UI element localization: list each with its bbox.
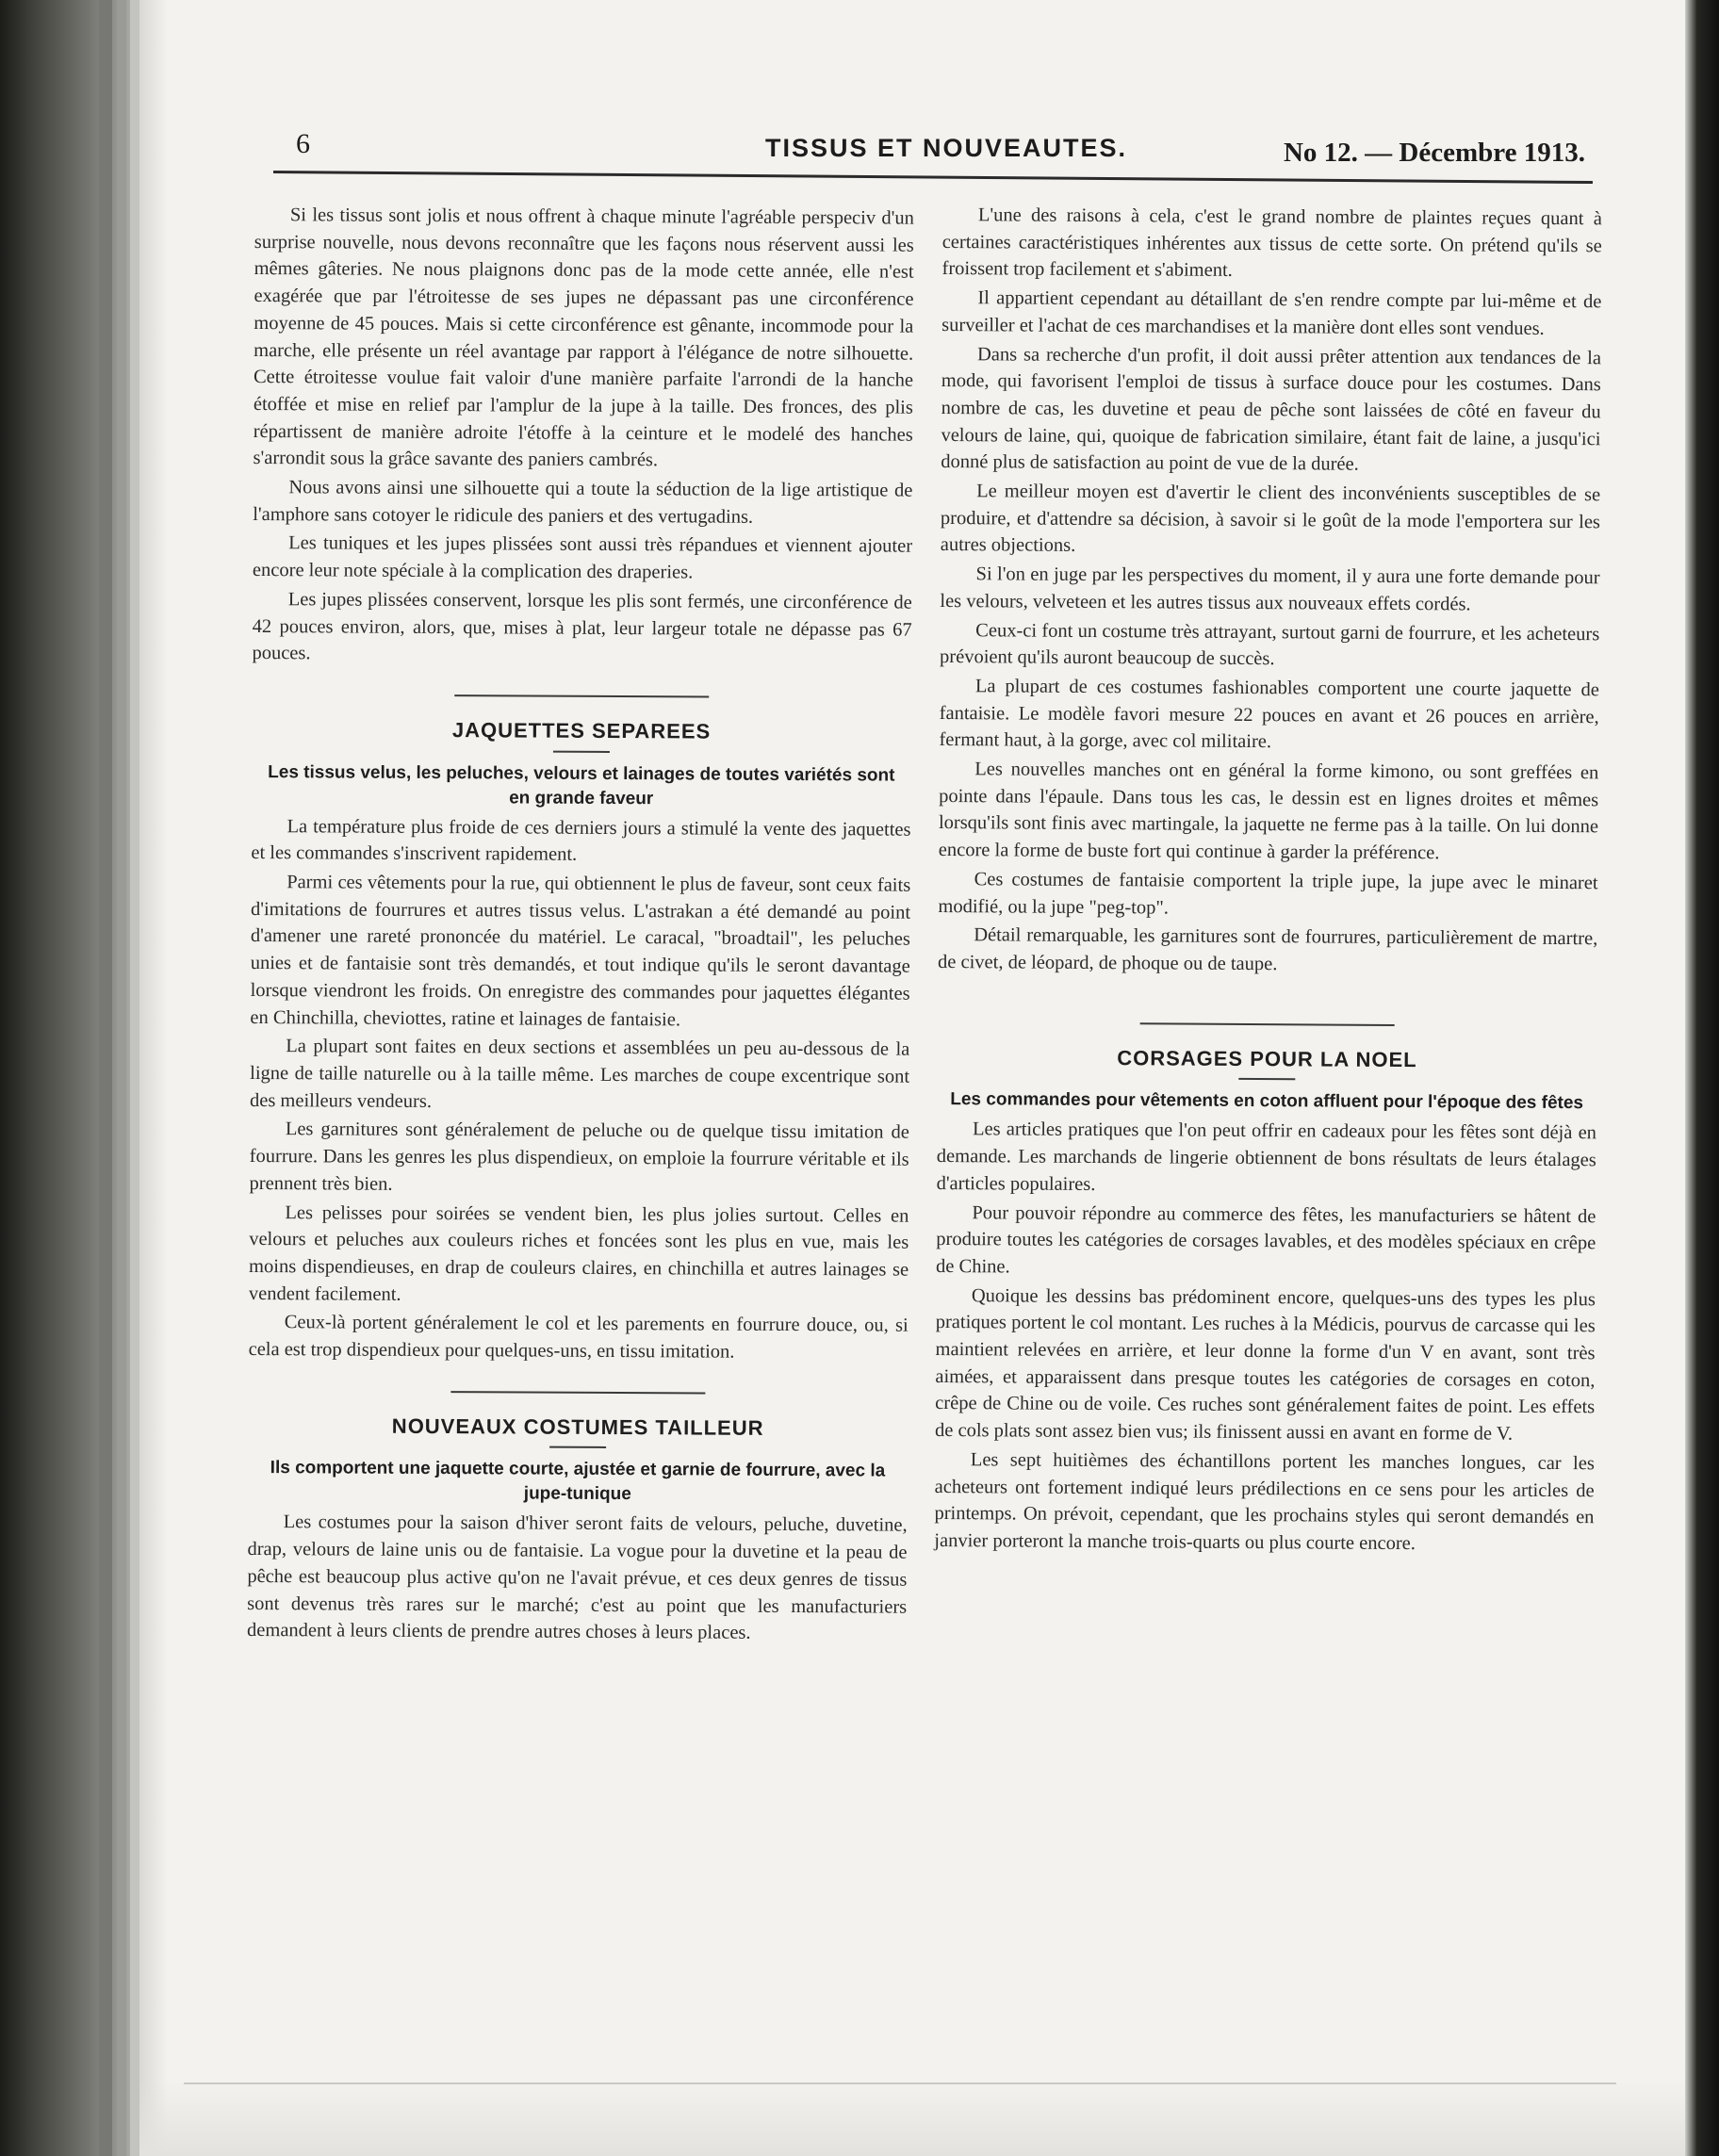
paragraph: Les tuniques et les jupes plissées sont aussi très répandues et viennent ajouter encore leur note spéciale à la complication des draperies.: [252, 532, 913, 583]
paragraph: Si les tissus sont jolis et nous offrent à chaque minute l'agréable perspeciv d'un surprise nouvelle, nous devons reconnaître que les façons nous réservent aussi les mêmes gâteries. Ne nous plaignons donc pas de la mode cette année, elle n'est exagérée que par l'étroitesse de ses jupes ne dépassant pas une circonférence moyenne de 45 pouces. Mais si cette circonférence est gênante, incommode pour la marche, elle présente un réel avantage par rapport à l'élégance de notre silhouette. Cette étroitesse voulue fait valoir d'une manière parfaite l'arrondi de la hanche étoffée et mise en relief par l'amplur de la jupe à la taille. Des fronces, des plis répartissent de manière adroite l'étoffe à la ceinture et le modelé des hanches s'arrondit sous la grâce savante des paniers cambrés.: [253, 204, 914, 471]
paragraph: Ceux-là portent généralement le col et les parements en fourrure douce, ou, si cela est trop dispendieux pour quelques-uns, en tissu imitation.: [248, 1312, 909, 1363]
right-column: [934, 202, 1602, 1560]
page-edge: [117, 0, 126, 2156]
section-title: JAQUETTES SEPAREES: [451, 718, 712, 743]
paragraph: Parmi ces vêtements pour la rue, qui obtiennent le plus de faveur, sont ceux faits d'imitations de fourrures et autres tissus velus. L'astrakan a été demandé au point d'amener une rareté prononcée du matériel. Le caracal, "broadtail", les peluches unies et de fantaisie sont très demandés, et tout indique qu'ils le seront davantage lorsque viendront les froids. On enregistre des commandes pour jaquettes élégantes en Chinchilla, cheviottes, ratine et lainages de fantaisie.: [250, 872, 911, 1030]
footer-rule: [184, 2082, 1616, 2084]
paragraph: Quoique les dessins bas prédominent encore, quelques-uns des types les plus pratiques portent le col montant. Les ruches à la Médicis, pourvus de carcasse qui les maintient relevées en arrière, et leur donne la forme d'un V en avant, sont très aimées, et apparaissent dans presque toutes les catégories de corsages en coton, crêpe de Chine ou de voile. Ces ruches sont généralement faites de point. Les effets de cols plats sont assez bien vus; ils finissent aussi en avant en forme de V.: [934, 1284, 1596, 1445]
section-divider: [454, 694, 709, 697]
section-subtitle: Les tissus velus, les peluches, velours et lainages de toutes variétés sont en grande faveur: [268, 761, 895, 808]
section-title: NOUVEAUX COSTUMES TAILLEUR: [391, 1413, 764, 1440]
title-underline: [549, 1446, 606, 1448]
paragraph: Les nouvelles manches ont en général la forme kimono, ou sont greffées en pointe dans l'épaule. Dans tous les cas, le dessin est en lignes droites et mêmes lorsqu'ils sont finis avec martingale, la jaquette ne ferme pas à la taille. On lui donne encore la forme de buste fort qui continue à garder la préférence.: [938, 759, 1599, 864]
paragraph: Les sept huitièmes des échantillons portent les manches longues, car les acheteurs ont fortement indiqué leurs prédilections en ce sens pour les articles de printemps. On prévoit, cependant, que les prochains styles qui seront demandés en janvier porteront la manche trois-quarts ou plus courte encore.: [934, 1449, 1595, 1555]
section-subtitle: Les commandes pour vêtements en coton affluent pour l'époque des fêtes: [950, 1089, 1584, 1114]
left-column: [247, 202, 914, 1650]
paragraph: Nous avons ainsi une silhouette qui a toute la séduction de la lige artistique de l'amphore sans cotoyer le ridicule des paniers et des vertugadins.: [253, 477, 913, 528]
paragraph: La plupart de ces costumes fashionables comportent une courte jaquette de fantaisie. Le modèle favori mesure 22 pouces en avant et 26 pouces en arrière, fermant haut, à la gorge, avec col militaire.: [939, 676, 1599, 753]
paragraph: Pour pouvoir répondre au commerce des fêtes, les manufacturiers se hâtent de produire toutes les catégories de corsages lavables, et des modèles spéciaux en crêpe de Chine.: [936, 1201, 1596, 1278]
page-number: 6: [296, 128, 310, 159]
paragraph: Détail remarquable, les garnitures sont de fourrures, particulièrement de martre, de civet, de léopard, de phoque ou de taupe.: [938, 924, 1598, 975]
title-underline: [1238, 1078, 1295, 1080]
page-edge: [99, 0, 112, 2156]
binding-edge: [1685, 0, 1719, 2156]
journal-title: TISSUS ET NOUVEAUTES.: [765, 134, 1128, 162]
paragraph: Il appartient cependant au détaillant de s'en rendre compte par lui-même et de surveiller et l'achat de ces marchandises et la manière dont elles sont vendues.: [941, 287, 1602, 339]
paragraph: La température plus froide de ces derniers jours a stimulé la vente des jaquettes et les commandes s'inscrivent rapidement.: [251, 815, 911, 866]
section-divider: [450, 1391, 705, 1394]
paragraph: Les costumes pour la saison d'hiver seront faits de velours, peluche, duvetine, drap, velours de laine unis ou de fantaisie. La vogue pour la duvetine et la peau de pêche est beaucoup plus active qu'on ne l'avait prévue, et ces deux genres de tissus sont devenus très rares sur le marché; c'est au point que les manufacturiers demandent à leurs clients de prendre autres choses à leurs places.: [247, 1511, 908, 1644]
paragraph: Le meilleur moyen est d'avertir le client des inconvénients susceptibles de se produire, et d'attendre sa décision, à savoir si le goût de la mode l'emportera sur les autres objections.: [940, 481, 1601, 557]
paragraph: Si l'on en juge par les perspectives du moment, il y aura une forte demande pour les velours, velveteen et les autres tissus aux nouveaux effets cordés.: [940, 564, 1600, 615]
section-divider: [1140, 1022, 1395, 1026]
paragraph: Ces costumes de fantaisie comportent la triple jupe, la jupe avec le minaret modifié, ou la jupe "peg-top".: [938, 869, 1598, 919]
paragraph: Ceux-ci font un costume très attrayant, surtout garni de fourrure, et les acheteurs prévoient qu'ils auront beaucoup de succès.: [939, 619, 1600, 670]
section-title: CORSAGES POUR LA NOEL: [1117, 1045, 1417, 1071]
section-subtitle: Ils comportent une jaquette courte, ajustée et garnie de fourrure, avec la jupe-tunique: [270, 1458, 886, 1505]
running-head: [162, 124, 1585, 166]
paragraph: Les pelisses pour soirées se vendent bien, les plus jolies surtout. Celles en velours et peluches aux couleurs riches et foncées sont les plus en vue, mais les moins dispendieuses, en drap de couleurs claires, en chinchilla et autres lainages se vendent facilement.: [248, 1201, 909, 1305]
paragraph: Les jupes plissées conservent, lorsque les plis sont fermés, une circonférence de 42 pouces environ, alors, que, mises à plat, leur largeur totale ne dépasse pas 67 pouces.: [252, 589, 912, 664]
paragraph: L'une des raisons à cela, c'est le grand nombre de plaintes reçues quant à certaines caractéristiques inhérentes aux tissus de cette sorte. On prétend qu'ils se froissent trop facilement et s'abiment.: [941, 204, 1602, 282]
paragraph: Les articles pratiques que l'on peut offrir en cadeaux pour les fêtes sont déjà en demande. Les marchands de lingerie obtiennent de bons résultats de leurs étalages d'articles populaires.: [936, 1119, 1597, 1195]
paragraph: Les garnitures sont généralement de peluche ou de quelque tissu imitation de fourrure. Dans les genres les plus dispendieux, on emploie la fourrure véritable et ils prennent très bien.: [249, 1119, 909, 1195]
issue-date: No 12. — Décembre 1913.: [1283, 138, 1585, 168]
paragraph: Dans sa recherche d'un profit, il doit aussi prêter attention aux tendances de la mode, qui favorisent l'emploi de tissus à surface douce pour les costumes. Dans nombre de cas, les duvetine et peau de pêche sont laissées de côté en faveur du velours de laine, qui, quoique de fabrication similaire, étant fait de laine, a jusqu'ici donné plus de satisfaction au point de vue de la durée.: [941, 343, 1602, 476]
title-underline: [553, 750, 610, 752]
paragraph: La plupart sont faites en deux sections et assemblées un peu au-dessous de la ligne de taille naturelle ou à la taille même. Les marches de coupe excentrique sont des meilleurs vendeurs.: [249, 1036, 910, 1112]
